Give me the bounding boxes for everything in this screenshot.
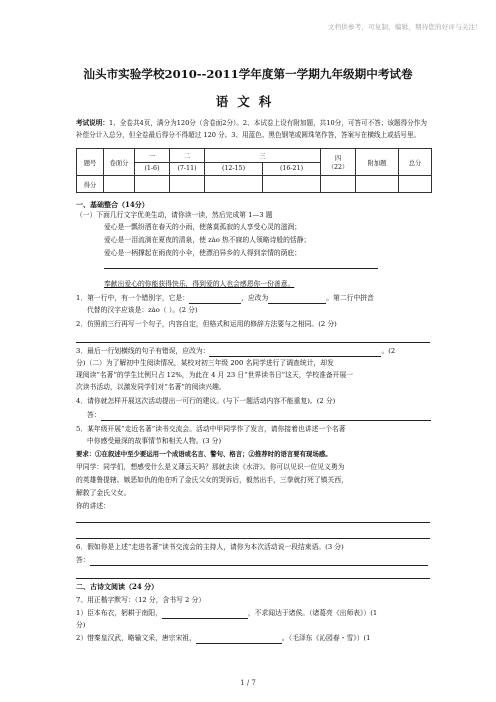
- jia-speech-line-1: 甲同学：同学们，想感受什么是义薄云天吗？那就去读《水浒》。你可以见识一位见义勇为: [76, 463, 345, 471]
- cell-fujia: 附加题: [356, 149, 399, 176]
- section-1-part-2-line-1: 分)（二）为了解初中生阅读情况，某校对初三年级 200 名同学进行了调查统计，却发: [76, 359, 334, 367]
- q1-blank-2[interactable]: [268, 294, 326, 304]
- score-cell[interactable]: [205, 176, 263, 193]
- cell-si-label: 四: [334, 155, 342, 162]
- poem-line-2: 爱心是一泪流淌在夏夜的清泉，使 zào 热不寐的人领略诗般的恬静；: [104, 236, 311, 244]
- score-table-header-row: [77, 149, 432, 163]
- answer-line[interactable]: [76, 578, 430, 579]
- q7-2-blank[interactable]: [196, 634, 282, 644]
- cell-defen: 得分: [77, 176, 104, 193]
- score-cell[interactable]: [356, 176, 399, 193]
- question-6: 6．假如你是上述“走进名著”读书交流会的主持人，请你为本次活动说一段结束语。(3 分): [76, 543, 344, 551]
- question-7-2: [76, 633, 430, 644]
- cell-san-range-2: (16-21): [263, 162, 321, 176]
- cell-yi: 一: [135, 149, 170, 163]
- question-1-cont: 代替的汉字应该是：zào（ ）。(2 分): [87, 306, 198, 314]
- poem-line-1: 爱心是一瓢纷洒在春天的小雨，使落莫孤寂的人享受心灵的滋润；: [104, 223, 302, 231]
- question-5-requirement: 要求：①在叙述中至少要运用一个成语或名言、警句、格言；②推荐时的语言要有现场感。: [76, 450, 332, 458]
- exam-notice: [76, 117, 429, 141]
- q7-1-blank[interactable]: [162, 609, 248, 619]
- q7-1-text-b: ，不求闻达于诸侯。（诸葛亮《出师表》）(1: [247, 609, 378, 617]
- cell-si-range: （22）: [327, 164, 349, 171]
- q3-text-a: 3．最后一行划横线的句子有错误，应改为：: [76, 347, 210, 355]
- score-cell[interactable]: [263, 176, 321, 193]
- cell-er: 二: [170, 149, 205, 163]
- q1-text-b: ，应改为: [241, 294, 269, 302]
- score-cell[interactable]: [170, 176, 205, 193]
- question-4-answer: [87, 410, 441, 421]
- answer-line[interactable]: [76, 342, 430, 343]
- cell-er-range: (7-11): [170, 162, 205, 176]
- q7-2-text-b: 。（毛泽东《沁园春・雪》）(1: [281, 634, 371, 642]
- cell-tihao: 题号: [77, 149, 104, 176]
- score-cell[interactable]: [135, 176, 170, 193]
- q1-text-a: 1．第一行中，有一个错别字，它是：: [76, 294, 190, 302]
- page-number: 1 / 7: [240, 679, 256, 687]
- cell-yi-range: (1-6): [135, 162, 170, 176]
- score-cell[interactable]: [399, 176, 432, 193]
- jia-speech-line-3: 解救了金氏父女。: [76, 489, 131, 497]
- q7-1-text-a: 1）臣本布衣，躬耕于南阳，: [76, 609, 162, 617]
- score-cell[interactable]: [104, 176, 135, 193]
- jia-speech-line-2: 的英雄鲁提辖。嫉恶如仇的他在听了金氏父女的哭诉后，毅然出手，三拳就打死了镇关西，: [76, 476, 348, 484]
- question-6-answer: [76, 555, 430, 566]
- cell-juanmian: 卷面分: [104, 149, 135, 176]
- question-7: 7、用正楷字默写：（12 分，含书写 2 分）: [76, 596, 206, 604]
- q3-text-b: 。(2: [381, 347, 396, 355]
- q6-answer-label: 答：: [76, 556, 90, 564]
- poem-line-4: [104, 279, 458, 290]
- subject-title: 语文科: [215, 94, 281, 109]
- q4-answer-line[interactable]: [101, 411, 431, 421]
- your-speech-label: 你的讲述：: [76, 502, 110, 510]
- section-1-intro: （一）下面几行文字优美生动，请你读一读，然后完成第 1—3 题: [76, 211, 273, 219]
- question-4: 4．请你就怎样开展这次活动提出一可行的建议。(与下一题活动内容不能重复)。(2 分): [76, 397, 336, 405]
- score-table: [76, 148, 432, 193]
- q4-answer-label: 答：: [87, 411, 101, 419]
- section-2-title: 二、古诗文阅读（24 分）: [76, 582, 159, 591]
- question-2: 2．仿照前三行再写一个句子，内容自定，但格式和运用的修辞方法要与之相同。(2 分): [76, 320, 337, 328]
- question-7-1: [76, 608, 430, 619]
- cell-san-range-1: (12-15): [205, 162, 263, 176]
- cell-san: 三: [205, 149, 321, 163]
- section-1-part-2-line-2: 现阅读“名著”的学生比例只占 12%，为此在 4 月 23 日“世界读书日”这天，学校准备开展一: [76, 371, 354, 379]
- q1-blank-1[interactable]: [189, 294, 241, 304]
- notice-text: 1、全卷共4页，满分为120分（含卷面2分）。2、本试卷上设有附加题，共10分，可答可不答；该题得分作为补偿分计入总分，但全卷最后得分不得超过 120 分。3、用蓝色、黑色钢笔或圆珠笔作答，答案写在横线上或括号里。: [76, 119, 427, 139]
- poem-line-3: 爱心是一柄撑起在雨夜的小伞，使漂泊异乡的人得到亲情的荫庇；: [104, 249, 302, 257]
- watermark-text: 文档供参考，可复制、编辑，期待您的好评与关注！: [327, 23, 482, 31]
- q3-blank[interactable]: [209, 347, 381, 357]
- q1-text-c: 。第二行中拼音: [326, 294, 374, 302]
- answer-line[interactable]: [76, 538, 430, 539]
- cell-zongfen: 总分: [399, 149, 432, 176]
- question-7-1-cont: 分): [76, 621, 86, 629]
- score-table-score-row: [77, 176, 432, 193]
- section-1-part-2-line-3: 次读书活动，以激发同学们对“名著”的阅读兴趣。: [76, 383, 226, 391]
- q7-2-text-a: 2）惜秦皇汉武，略输文采，唐宗宋祖，: [76, 634, 196, 642]
- answer-line[interactable]: [76, 522, 430, 523]
- section-1-title: 一、基础整合（14分）: [76, 200, 149, 209]
- notice-label: 考试说明：: [76, 119, 109, 127]
- cell-si: [321, 149, 356, 176]
- underlined-sentence: 奉献出爱心的你能获得快乐，得到爱的人也会感恩你一份善意。: [104, 280, 295, 288]
- q6-answer-line[interactable]: [90, 556, 428, 566]
- exam-title: 汕头市实验学校2010--2011学年度第一学期九年级期中考试卷: [83, 67, 413, 81]
- question-5-cont: 中你感受最深的故事情节和相关人物。(3 分): [87, 437, 222, 445]
- question-5: 5．某年级开展“走近名著”读书交流会。活动中甲同学作了发言，请你接着也讲述一个名著: [76, 425, 346, 433]
- question-1: [76, 293, 430, 304]
- score-cell[interactable]: [321, 176, 356, 193]
- answer-line[interactable]: [104, 268, 378, 269]
- question-3: [76, 346, 430, 357]
